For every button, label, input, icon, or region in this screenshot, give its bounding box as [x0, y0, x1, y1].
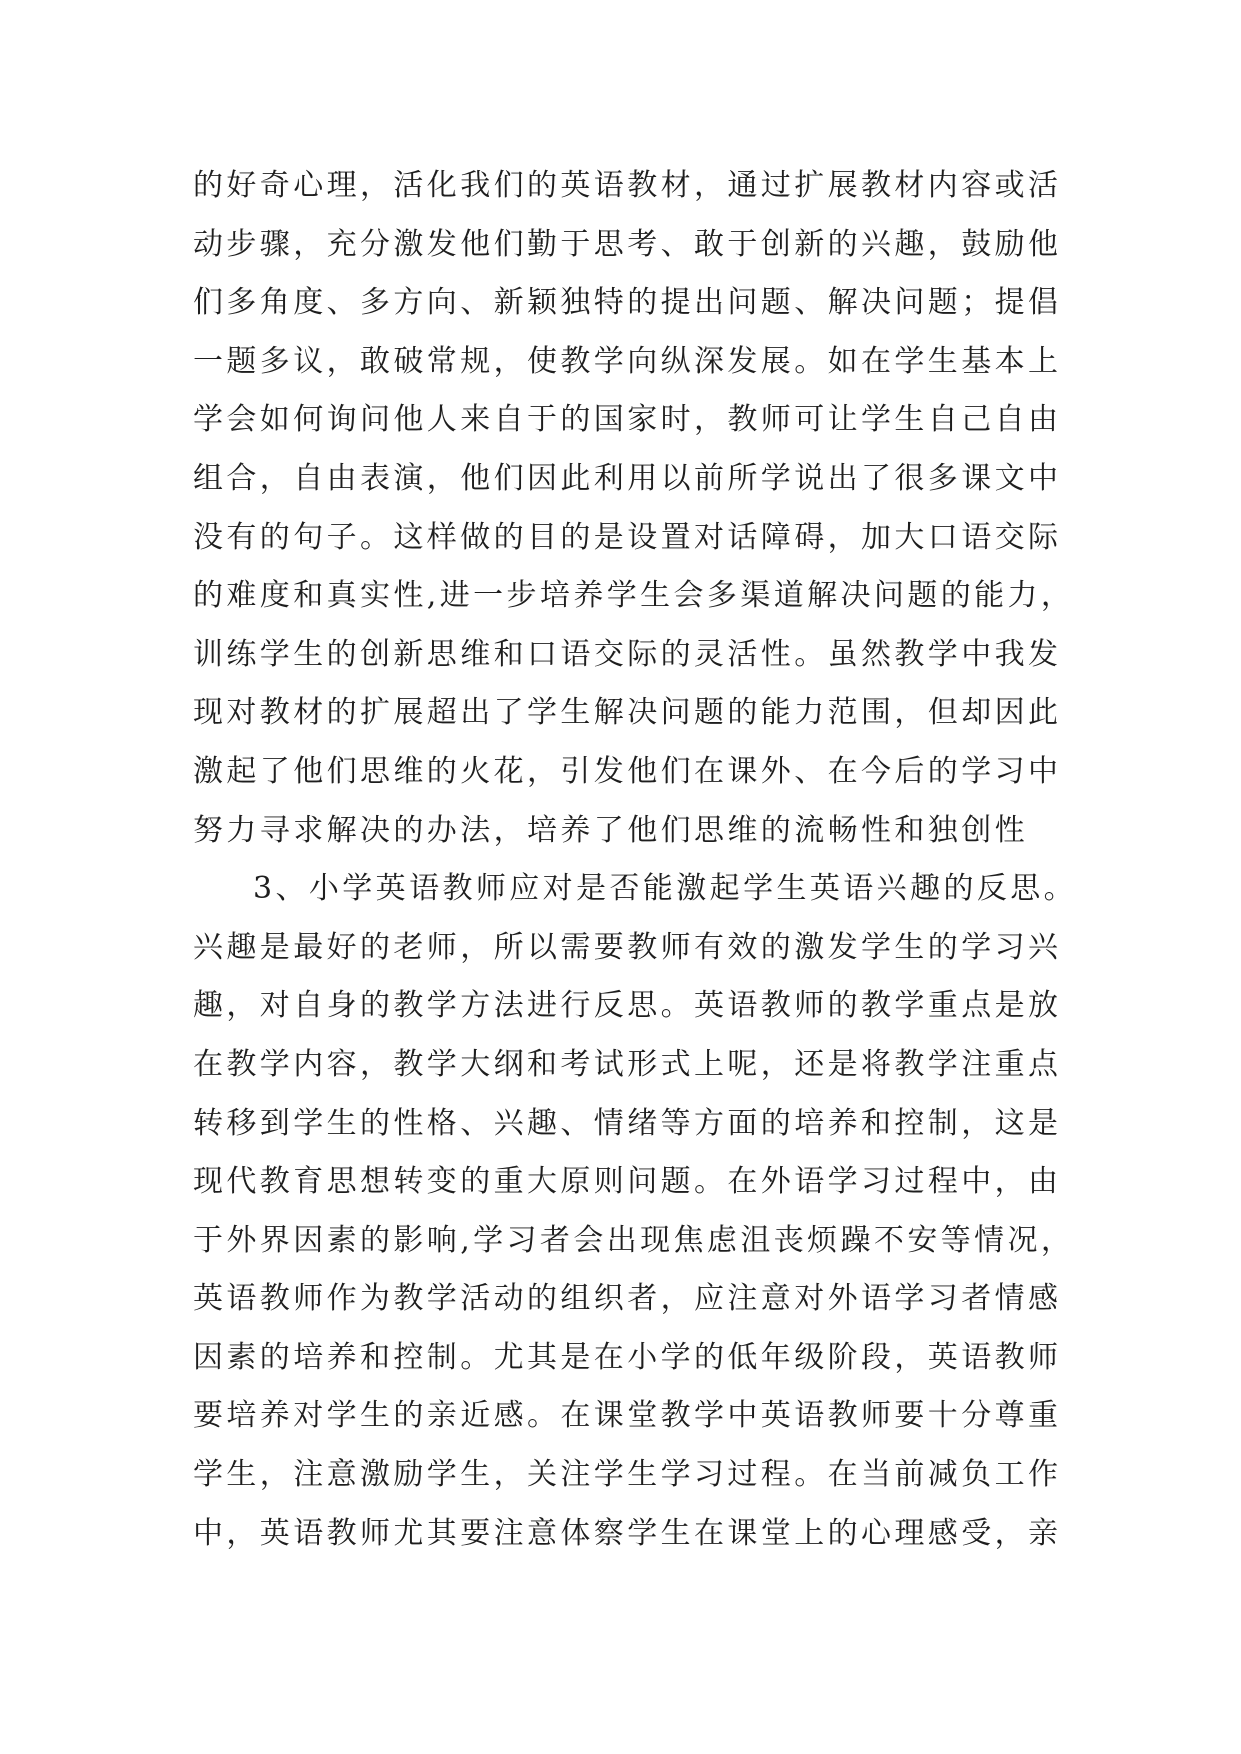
- section-heading-line: 3、小学英语教师应对是否能激起学生英语兴趣的反思。: [253, 871, 1078, 907]
- text-line: 训练学生的创新思维和口语交际的灵活性。虽然教学中我发: [193, 636, 1062, 672]
- text-line: 的难度和真实性,进一步培养学生会多渠道解决问题的能力，: [193, 578, 1075, 614]
- text-line: 组合，自由表演，他们因此利用以前所学说出了很多课文中: [193, 460, 1062, 496]
- text-line: 现代教育思想转变的重大原则问题。在外语学习过程中，由: [193, 1164, 1062, 1200]
- text-line: 动步骤，充分激发他们勤于思考、敢于创新的兴趣，鼓励他: [193, 226, 1062, 262]
- text-line: 英语教师作为教学活动的组织者，应注意对外语学习者情感: [193, 1281, 1062, 1317]
- text-line: 要培养对学生的亲近感。在课堂教学中英语教师要十分尊重: [193, 1398, 1062, 1434]
- text-line: 的好奇心理，活化我们的英语教材，通过扩展教材内容或活: [193, 168, 1062, 203]
- text-line: 在教学内容，教学大纲和考试形式上呢，还是将教学注重点: [193, 1046, 1062, 1082]
- body-text: [193, 157, 1078, 1563]
- text-line: 学会如何询问他人来自于的国家时，教师可让学生自己自由: [193, 402, 1062, 438]
- text-line: 兴趣是最好的老师，所以需要教师有效的激发学生的学习兴: [193, 929, 1062, 965]
- text-line: 于外界因素的影响,学习者会出现焦虑沮丧烦躁不安等情况，: [193, 1222, 1075, 1258]
- text-line: 中，英语教师尤其要注意体察学生在课堂上的心理感受，亲: [193, 1515, 1062, 1551]
- text-line: 没有的句子。这样做的目的是设置对话障碍，加大口语交际: [193, 519, 1062, 555]
- text-line: 努力寻求解决的办法，培养了他们思维的流畅性和独创性: [193, 812, 1028, 848]
- text-line: 转移到学生的性格、兴趣、情绪等方面的培养和控制，这是: [193, 1105, 1062, 1141]
- text-line: 趣，对自身的教学方法进行反思。英语教师的教学重点是放: [193, 988, 1062, 1024]
- text-line: 们多角度、多方向、新颖独特的提出问题、解决问题；提倡: [193, 285, 1062, 321]
- text-line: 学生，注意激励学生，关注学生学习过程。在当前减负工作: [193, 1457, 1062, 1493]
- text-line: 现对教材的扩展超出了学生解决问题的能力范围，但却因此: [193, 695, 1062, 731]
- text-line: 一题多议，敢破常规，使教学向纵深发展。如在学生基本上: [193, 343, 1062, 379]
- text-line: 激起了他们思维的火花，引发他们在课外、在今后的学习中: [193, 753, 1062, 789]
- text-line: 因素的培养和控制。尤其是在小学的低年级阶段，英语教师: [193, 1339, 1062, 1375]
